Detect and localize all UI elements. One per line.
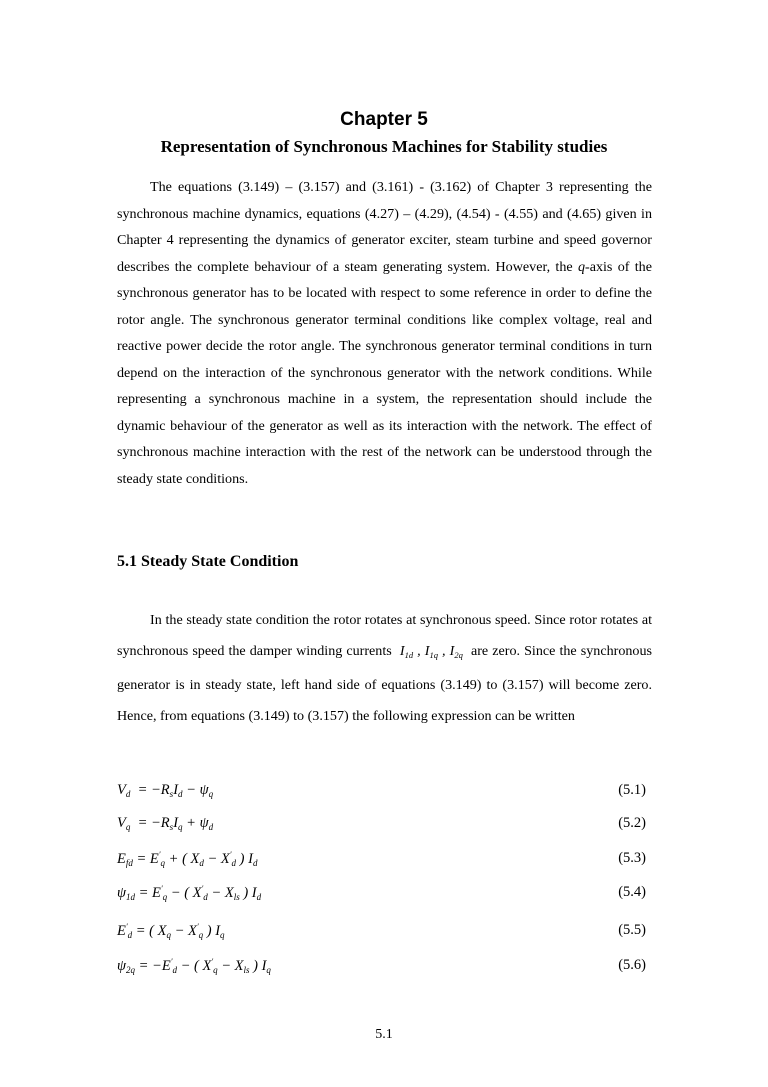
q-axis-symbol: q [577,258,585,275]
equation-number: (5.2) [618,815,646,831]
equation-expression: $E_{fd} = E'_q$ + ( $X_d - X'_d$ ) $I_d$ [117,850,258,868]
equation-5-2 [117,815,652,839]
page-number: 5.1 [375,1027,393,1042]
steady-state-text-part2: are zero. Since the synchronous generator is in steady state, left hand side of equations (3.149) to (3.157) will become zero. Hence, from equations (3.149) to (3.157) the following expression can be written [117,642,653,725]
damper-currents-symbol: $I_{1d}$ , $I_{1q}$ , $I_{2q}$ [399,642,463,660]
equation-expression: $E'_d$ = ( $X_q - X'_q$ ) $I_q$ [117,922,225,940]
equation-number: (5.4) [618,884,646,900]
equation-number: (5.1) [618,782,646,798]
equation-5-6 [117,957,652,981]
intro-text-part1: The equations (3.149) – (3.157) and (3.161) - (3.162) of Chapter 3 representing the synchronous machine dynamics, equations (4.27) – (4.29), (4.54) - (4.55) and (4.65) given in Chapter 4 representing the dynamics of generator exciter, steam turbine and speed governor describes the complete behaviour of a steam generating system. However, the [117,179,652,275]
equation-number: (5.3) [618,850,646,866]
section-heading: 5.1 Steady State Condition [117,553,299,570]
chapter-subtitle: Representation of Synchronous Machines for Stability studies [160,137,608,156]
equation-5-1 [117,782,652,806]
equation-5-3 [117,850,652,874]
equation-expression: $\psi_{1d} = E'_q$ − ( $X'_d - X_{ls}$ ) $I_d$ [117,884,262,902]
steady-state-text-part1: In the steady state condition the rotor rotates at synchronous speed. Since rotor rotates at synchronous speed the damper winding currents [117,612,652,659]
intro-paragraph [117,174,652,492]
intro-text-part2: -axis of the synchronous generator has to be located with respect to some reference in order to define the rotor angle. The synchronous generator terminal conditions like complex voltage, real and reactive power decide the rotor angle. The synchronous generator terminal conditions in turn depend on the interaction of the synchronous generator with the network conditions. While representing a synchronous machine in a system, the representation should include the dynamic behaviour of the generator as well as its interaction with the network. The effect of synchronous machine interaction with the rest of the network can be understood through the steady state conditions. [117,258,652,487]
equation-expression: $V_q = -R_sI_q + \psi_d$ [117,815,214,832]
equation-number: (5.6) [618,957,646,973]
equation-5-4 [117,884,652,908]
chapter-title: Chapter 5 [340,109,428,130]
equation-5-5 [117,922,652,946]
equation-expression: $V_d = -R_sI_d - \psi_q$ [117,782,214,799]
equation-number: (5.5) [618,922,646,938]
steady-state-paragraph [117,605,652,732]
equation-expression: $\psi_{2q} = -E'_d$ − ( $X'_q - X_{ls}$ ) $I_q$ [117,957,271,975]
